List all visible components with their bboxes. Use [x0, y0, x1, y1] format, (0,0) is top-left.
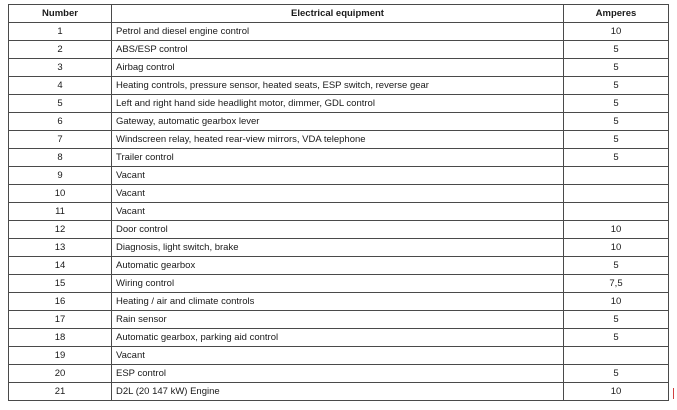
amperes-cell	[564, 347, 669, 365]
table-row	[9, 293, 669, 311]
fuse-number-cell: 8	[9, 149, 112, 167]
fuse-number-cell: 12	[9, 221, 112, 239]
table-row	[9, 329, 669, 347]
header-row	[9, 5, 669, 23]
amperes-cell: 10	[564, 239, 669, 257]
fuse-number-cell: 11	[9, 203, 112, 221]
equipment-cell: Vacant	[112, 167, 564, 185]
table-row	[9, 203, 669, 221]
amperes-cell: 5	[564, 365, 669, 383]
table-row	[9, 311, 669, 329]
header-equipment: Electrical equipment	[112, 5, 564, 23]
amperes-cell: 7,5	[564, 275, 669, 293]
table-row	[9, 347, 669, 365]
amperes-cell: 5	[564, 311, 669, 329]
equipment-cell: Diagnosis, light switch, brake	[112, 239, 564, 257]
fuse-number-cell: 6	[9, 113, 112, 131]
header-number: Number	[9, 5, 112, 23]
equipment-cell: Windscreen relay, heated rear-view mirrors, VDA telephone	[112, 131, 564, 149]
table-row	[9, 131, 669, 149]
table-row	[9, 95, 669, 113]
table-row	[9, 239, 669, 257]
table-row	[9, 383, 669, 401]
fuse-number-cell: 3	[9, 59, 112, 77]
equipment-cell: Rain sensor	[112, 311, 564, 329]
amperes-cell: 5	[564, 59, 669, 77]
equipment-cell: Vacant	[112, 347, 564, 365]
fuse-table-body	[9, 23, 669, 401]
equipment-cell: Left and right hand side headlight motor, dimmer, GDL control	[112, 95, 564, 113]
fuse-number-cell: 5	[9, 95, 112, 113]
amperes-cell: 10	[564, 221, 669, 239]
amperes-cell: 5	[564, 131, 669, 149]
amperes-cell: 5	[564, 77, 669, 95]
header-amperes: Amperes	[564, 5, 669, 23]
fuse-number-cell: 20	[9, 365, 112, 383]
amperes-cell: 5	[564, 329, 669, 347]
equipment-cell: Automatic gearbox, parking aid control	[112, 329, 564, 347]
amperes-cell: 10	[564, 23, 669, 41]
table-row	[9, 275, 669, 293]
edge-mark	[673, 388, 674, 399]
fuse-number-cell: 4	[9, 77, 112, 95]
fuse-number-cell: 17	[9, 311, 112, 329]
amperes-cell: 5	[564, 257, 669, 275]
fuse-number-cell: 13	[9, 239, 112, 257]
fuse-number-cell: 14	[9, 257, 112, 275]
table-row	[9, 59, 669, 77]
table-row	[9, 113, 669, 131]
table-row	[9, 365, 669, 383]
amperes-cell: 5	[564, 113, 669, 131]
table-row	[9, 221, 669, 239]
table-row	[9, 23, 669, 41]
fuse-number-cell: 19	[9, 347, 112, 365]
equipment-cell: Door control	[112, 221, 564, 239]
equipment-cell: Wiring control	[112, 275, 564, 293]
amperes-cell: 10	[564, 293, 669, 311]
table-row	[9, 77, 669, 95]
equipment-cell: ESP control	[112, 365, 564, 383]
fuse-number-cell: 18	[9, 329, 112, 347]
amperes-cell: 5	[564, 41, 669, 59]
equipment-cell: Vacant	[112, 185, 564, 203]
fuse-number-cell: 2	[9, 41, 112, 59]
table-row	[9, 185, 669, 203]
fuse-table	[8, 4, 669, 401]
fuse-number-cell: 16	[9, 293, 112, 311]
amperes-cell: 5	[564, 149, 669, 167]
equipment-cell: Trailer control	[112, 149, 564, 167]
amperes-cell: 10	[564, 383, 669, 401]
fuse-number-cell: 9	[9, 167, 112, 185]
amperes-cell	[564, 167, 669, 185]
fuse-number-cell: 10	[9, 185, 112, 203]
equipment-cell: D2L (20 147 kW) Engine	[112, 383, 564, 401]
table-row	[9, 41, 669, 59]
equipment-cell: Airbag control	[112, 59, 564, 77]
equipment-cell: Petrol and diesel engine control	[112, 23, 564, 41]
fuse-number-cell: 15	[9, 275, 112, 293]
equipment-cell: Gateway, automatic gearbox lever	[112, 113, 564, 131]
fuse-number-cell: 1	[9, 23, 112, 41]
table-row	[9, 149, 669, 167]
fuse-number-cell: 7	[9, 131, 112, 149]
amperes-cell: 5	[564, 95, 669, 113]
equipment-cell: Heating / air and climate controls	[112, 293, 564, 311]
equipment-cell: Heating controls, pressure sensor, heated seats, ESP switch, reverse gear	[112, 77, 564, 95]
amperes-cell	[564, 185, 669, 203]
fuse-table-page	[8, 4, 668, 401]
table-row	[9, 167, 669, 185]
amperes-cell	[564, 203, 669, 221]
equipment-cell: Automatic gearbox	[112, 257, 564, 275]
table-row	[9, 257, 669, 275]
equipment-cell: ABS/ESP control	[112, 41, 564, 59]
fuse-number-cell: 21	[9, 383, 112, 401]
equipment-cell: Vacant	[112, 203, 564, 221]
